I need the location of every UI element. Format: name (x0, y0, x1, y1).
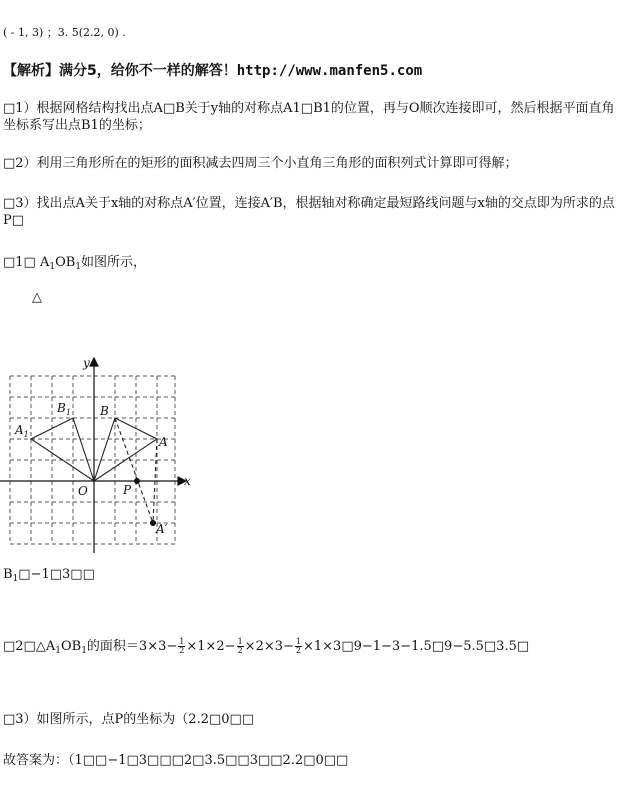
analysis-step-3: □3）找出点A关于x轴的对称点A′位置，连接A′B，根据轴对称确定最短路线问题与x轴的交点即为所求的点P□ (3, 196, 615, 228)
analysis-step-2: □2）利用三角形所在的矩形的面积减去四周三个小直角三角形的面积列式计算即可得解； (3, 156, 518, 171)
origin-label: O (78, 484, 88, 498)
previous-answer-line: ( - 1, 3) ；3. 5(2.2, 0) . (3, 26, 126, 39)
y-axis-arrow (90, 358, 98, 366)
solution-step-3: □3）如图所示，点P的坐标为（2.2□0□□ (3, 712, 255, 727)
point-P-dot (134, 478, 140, 484)
fraction-half: $\frac{1}{2}$ (179, 637, 185, 655)
analysis-header (3, 63, 422, 80)
b1-coordinate: $B_1□-1□3□□$ (3, 567, 95, 584)
final-answer: 故答案为：（1□□−1□3□□□2□3.5□□3□□2.2□0□□ (3, 753, 349, 768)
analysis-title: 【解析】满分5，给你不一样的解答！ (3, 63, 237, 79)
triangle-AOB (94, 418, 157, 481)
solution-step-1: □1□ $A_1OB_1$如图所示， (3, 255, 147, 272)
point-B1-label: $B_1$ (57, 401, 71, 417)
site-link[interactable]: http://www.manfen5.com (236, 63, 423, 79)
fraction-half: $\frac{1}{2}$ (237, 637, 243, 655)
triangle-A1OB1 (31, 418, 94, 481)
point-A-label: A (159, 435, 168, 449)
solution-step-2: $□2□\triangle A_1OB_1$的面积＝3×3− $\frac{1}{2}$ ×1×2− $\frac{1}{2}$ ×2×3− $\frac{1}{2}$ ×1×3□9−1−3−1.5□9−5.5□3.5□ (3, 637, 530, 656)
coordinate-grid-figure (0, 350, 200, 555)
grid-lines (10, 376, 175, 544)
triangle-symbol: △ (32, 290, 42, 305)
y-axis-label: y (83, 356, 90, 370)
point-A1-label: $A_1$ (15, 423, 29, 439)
analysis-step-1: □1）根据网格结构找出点A□B关于y轴的对称点A1□B1的位置，再与O顺次连接即可，然后根据平面直角坐标系写出点B1的坐标； (3, 101, 615, 133)
point-B-label: B (100, 404, 109, 418)
point-A-prime-label: A′ (156, 522, 168, 536)
point-P-label: P (123, 483, 132, 497)
x-axis-label: x (184, 474, 191, 488)
fraction-half: $\frac{1}{2}$ (295, 637, 301, 655)
